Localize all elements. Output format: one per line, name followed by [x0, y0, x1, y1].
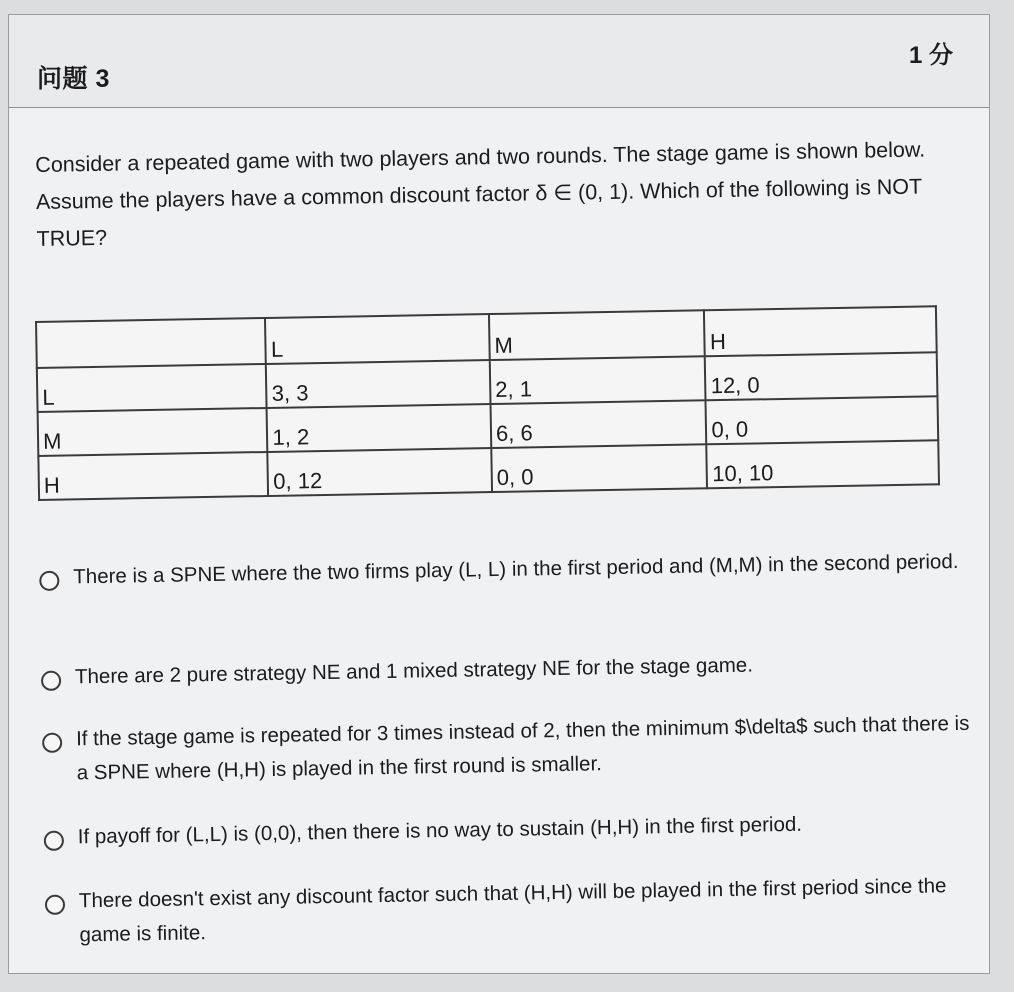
radio-button[interactable]: [44, 831, 64, 851]
answer-option-label: There are 2 pure strategy NE and 1 mixed strategy NE for the stage game.: [74, 653, 754, 689]
payoff-cell: 6, 6: [490, 400, 706, 448]
payoff-cell: 2, 1: [490, 356, 706, 404]
payoff-cell: 10, 10: [707, 440, 939, 488]
radio-button[interactable]: [41, 671, 61, 691]
radio-button[interactable]: [39, 571, 59, 591]
payoff-cell: 1, 2: [267, 404, 491, 452]
column-header-l: L: [265, 314, 489, 364]
table-corner-cell: [36, 318, 266, 368]
question-header: [9, 15, 989, 108]
answer-option[interactable]: [44, 805, 974, 855]
answer-option-label: If payoff for (L,L) is (0,0), then there is no way to sustain (H,H) in the first period.: [77, 812, 803, 849]
payoff-cell: 3, 3: [266, 360, 490, 408]
question-points: 1 分: [908, 42, 953, 69]
payoff-cell: 12, 0: [705, 352, 937, 400]
column-header-h: H: [704, 306, 936, 356]
answer-option[interactable]: [45, 869, 976, 953]
answer-option-label: There is a SPNE where the two firms play (L, L) in the first period and (M,M) in the second period.: [73, 549, 959, 589]
answer-option-label: There doesn't exist any discount factor such that (H,H) will be played in the first period since the game is finite.: [78, 874, 947, 947]
answer-option[interactable]: [41, 645, 971, 695]
payoff-cell: 0, 0: [491, 444, 707, 492]
answer-option-label: If the stage game is repeated for 3 times instead of 2, then the minimum $\delta$ such that there is a SPNE where (H,H) is played in the first round is smaller.: [75, 711, 970, 785]
row-header-m: M: [38, 408, 268, 456]
payoff-cell: 0, 12: [268, 448, 492, 496]
question-title: 问题 3: [37, 65, 110, 93]
payoff-cell: 0, 0: [706, 396, 938, 444]
payoff-matrix: [35, 305, 940, 501]
answer-option[interactable]: [39, 545, 969, 595]
row-header-l: L: [37, 364, 267, 412]
radio-button[interactable]: [45, 895, 65, 915]
row-header-h: H: [38, 452, 268, 500]
question-prompt: Consider a repeated game with two players and two rounds. The stage game is shown below. Assume the players have a common discount factor δ ∈ (0, 1). Which of the following is NOT TRUE?: [35, 137, 926, 251]
radio-button[interactable]: [42, 733, 62, 753]
question-card: [8, 14, 990, 974]
answer-option[interactable]: [42, 707, 973, 791]
column-header-m: M: [489, 310, 705, 360]
answer-options: [39, 545, 970, 947]
